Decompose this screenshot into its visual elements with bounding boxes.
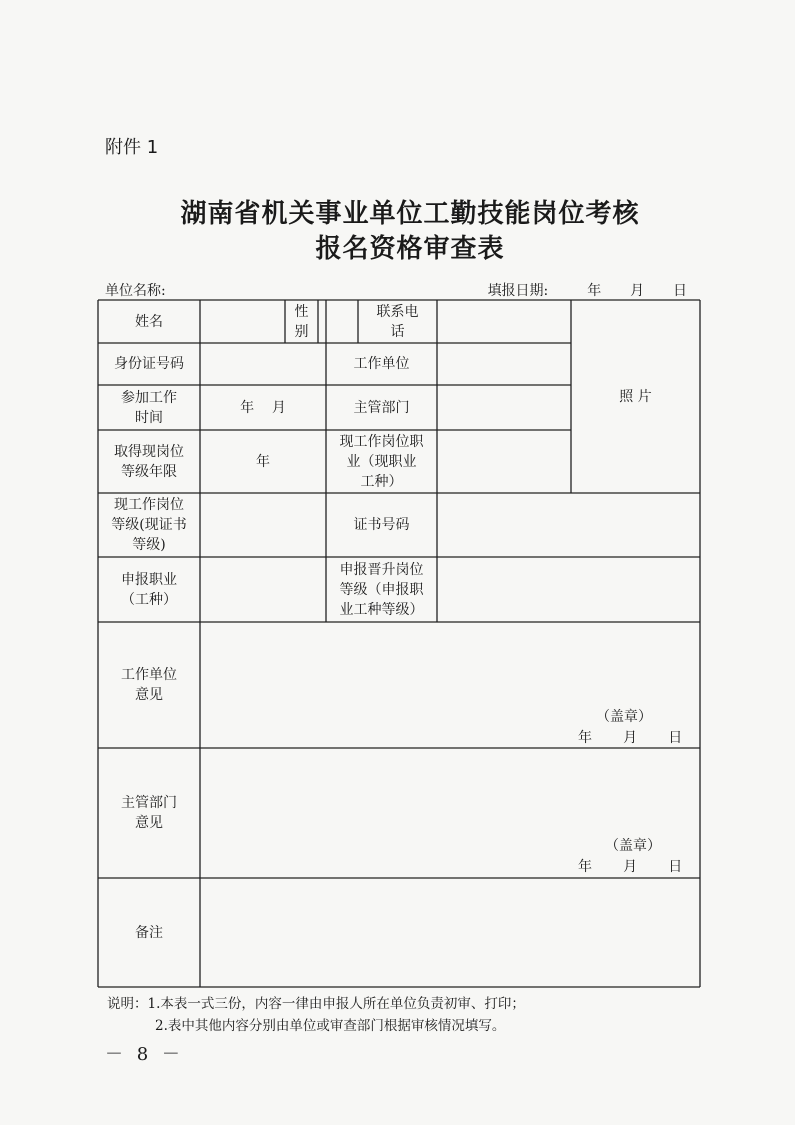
unit-opinion-label: 工作单位 意见: [121, 667, 177, 703]
gender-label: 性 别: [294, 303, 309, 340]
work-unit-field[interactable]: [437, 343, 571, 385]
dept-opinion-label: 主管部门 意见: [121, 795, 177, 831]
supervising-dept-field[interactable]: [437, 385, 571, 430]
fill-date-day: 日: [673, 283, 687, 299]
unit-sign-date: 年 月 日: [578, 730, 683, 746]
contact-phone-field[interactable]: [437, 300, 571, 343]
fill-date-year: 年: [587, 283, 602, 299]
notes-line-1: 说明：1.本表一式三份，内容一律由申报人所在单位负责初审、打印；: [107, 996, 525, 1012]
id-number-field[interactable]: [200, 343, 326, 385]
gender-field[interactable]: [318, 300, 358, 343]
fill-date-label: 填报日期:: [487, 283, 549, 299]
applied-occupation-label: 申报职业 （工种）: [121, 571, 177, 608]
applied-promotion-level-label: 申报晋升岗位 等级（申报职 业工种等级）: [339, 561, 424, 618]
unit-seal-label: （盖章）: [596, 709, 652, 725]
current-level-years-label: 取得现岗位 等级年限: [114, 443, 184, 480]
supervising-dept-label: 主管部门: [353, 399, 410, 416]
dept-sign-date: 年 月 日: [578, 859, 683, 875]
work-unit-label: 工作单位: [353, 356, 410, 372]
current-level-label: 现工作岗位 等级(现证书 等级): [111, 497, 187, 553]
current-position-job-label: 现工作岗位职 业（现职业 工种）: [339, 433, 424, 490]
page-title: 湖南省机关事业单位工勤技能岗位考核: [180, 199, 640, 229]
remarks-label: 备注: [135, 924, 163, 941]
attachment-label: 附件 1: [105, 137, 159, 158]
remarks-field[interactable]: [200, 878, 700, 987]
photo-box[interactable]: 照 片: [619, 388, 652, 405]
name-field[interactable]: [200, 300, 285, 343]
contact-phone-label: 联系电 话: [376, 303, 419, 340]
certificate-number-field[interactable]: [437, 493, 700, 557]
certificate-number-label: 证书号码: [353, 517, 410, 533]
start-work-time-field[interactable]: 年 月: [240, 399, 286, 416]
applied-promotion-level-field[interactable]: [437, 557, 700, 622]
start-work-time-label: 参加工作 时间: [121, 389, 177, 426]
dept-seal-label: （盖章）: [605, 838, 661, 854]
id-number-label: 身份证号码: [114, 356, 184, 372]
current-level-years-field[interactable]: 年: [256, 453, 270, 470]
applied-occupation-field[interactable]: [200, 557, 326, 622]
unit-name-label: 单位名称:: [105, 283, 166, 299]
current-position-job-field[interactable]: [437, 430, 571, 493]
name-label: 姓名: [135, 313, 163, 330]
page-subtitle: 报名资格审查表: [315, 234, 505, 264]
current-level-field[interactable]: [200, 493, 326, 557]
page-number: － 8 －: [105, 1044, 184, 1065]
fill-date-month: 月: [630, 283, 645, 299]
notes-line-2: 2.表中其他内容分别由单位或审查部门根据审核情况填写。: [155, 1018, 506, 1034]
